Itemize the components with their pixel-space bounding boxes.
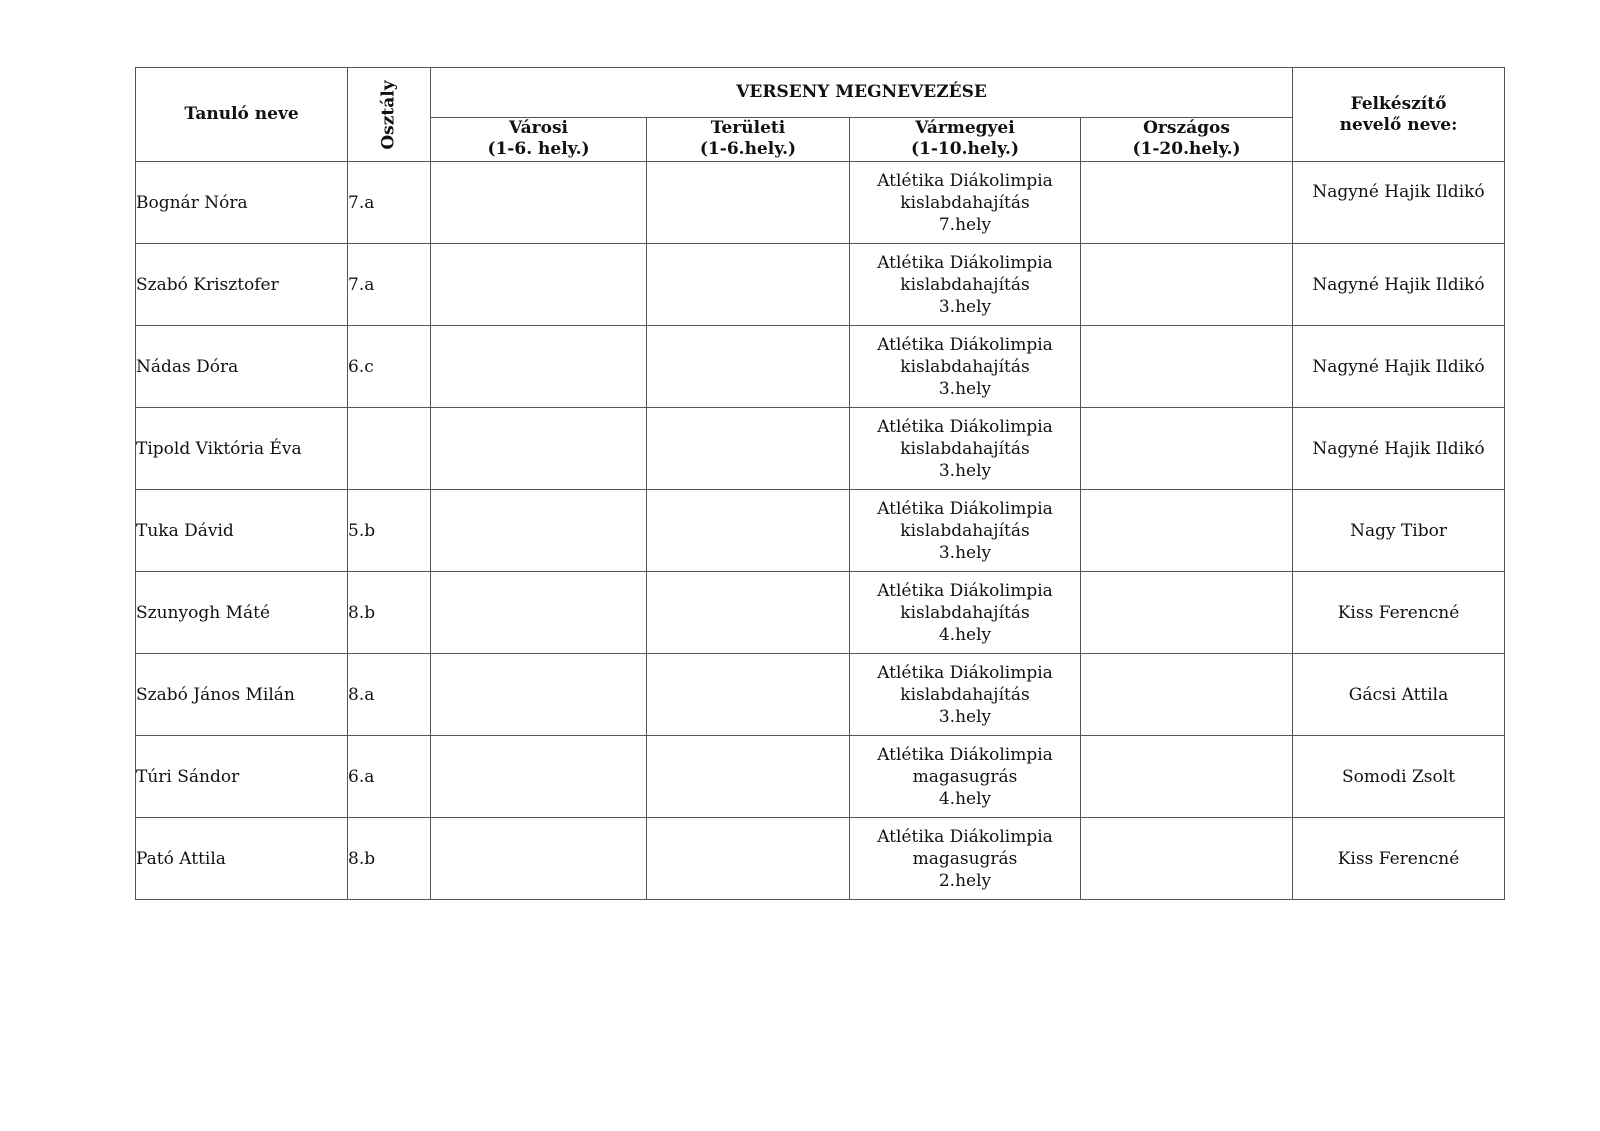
table-row (136, 408, 1505, 490)
student-class: 8.a (348, 654, 431, 736)
header-competition: VERSENY MEGNEVEZÉSE (431, 68, 1293, 118)
competition-place: 4.hely (938, 624, 992, 645)
national-result (1081, 326, 1293, 408)
table-row (136, 654, 1505, 736)
regional-result (647, 244, 850, 326)
teacher-name: Kiss Ferencné (1293, 572, 1505, 654)
header-level-name: Országos (1143, 118, 1230, 138)
competition-event: kislabdahajítás (900, 192, 1030, 213)
city-result (431, 490, 647, 572)
competition-event: kislabdahajítás (900, 520, 1030, 541)
header-level-name: Városi (509, 118, 568, 138)
header-level-national (1081, 118, 1293, 162)
student-class: 6.a (348, 736, 431, 818)
student-class: 8.b (348, 818, 431, 900)
header-level-range: (1-10.hely.) (910, 139, 1020, 159)
competition-name: Atlétika Diákolimpia (877, 170, 1053, 191)
student-class: 8.b (348, 572, 431, 654)
city-result (431, 162, 647, 244)
city-result (431, 244, 647, 326)
header-level-range: (1-6. hely.) (487, 139, 590, 159)
teacher-name: Nagy Tibor (1293, 490, 1505, 572)
header-level-regional (647, 118, 850, 162)
student-name: Szabó Krisztofer (136, 244, 348, 326)
county-result (850, 326, 1081, 408)
county-result (850, 490, 1081, 572)
regional-result (647, 490, 850, 572)
table-row (136, 736, 1505, 818)
table-row (136, 244, 1505, 326)
city-result (431, 326, 647, 408)
header-level-city (431, 118, 647, 162)
city-result (431, 736, 647, 818)
student-name: Túri Sándor (136, 736, 348, 818)
competition-place: 3.hely (938, 378, 992, 399)
competition-event: kislabdahajítás (900, 274, 1030, 295)
city-result (431, 408, 647, 490)
competition-place: 3.hely (938, 542, 992, 563)
competition-name: Atlétika Diákolimpia (877, 252, 1053, 273)
county-result (850, 654, 1081, 736)
student-class: 5.b (348, 490, 431, 572)
competition-place: 4.hely (938, 788, 992, 809)
national-result (1081, 408, 1293, 490)
national-result (1081, 572, 1293, 654)
competition-place: 3.hely (938, 296, 992, 317)
student-name: Bognár Nóra (136, 162, 348, 244)
results-table (135, 67, 1505, 900)
teacher-name: Nagyné Hajik Ildikó (1293, 162, 1505, 244)
competition-name: Atlétika Diákolimpia (877, 826, 1053, 847)
header-level-county (850, 118, 1081, 162)
table-row (136, 818, 1505, 900)
header-level-range: (1-6.hely.) (699, 139, 797, 159)
student-class: 7.a (348, 162, 431, 244)
teacher-name: Somodi Zsolt (1293, 736, 1505, 818)
student-class: 7.a (348, 244, 431, 326)
competition-place: 3.hely (938, 706, 992, 727)
student-name: Pató Attila (136, 818, 348, 900)
county-result (850, 736, 1081, 818)
header-level-name: Vármegyei (915, 118, 1015, 138)
table-row (136, 490, 1505, 572)
student-name: Szunyogh Máté (136, 572, 348, 654)
national-result (1081, 490, 1293, 572)
header-level-range: (1-20.hely.) (1132, 139, 1241, 159)
competition-name: Atlétika Diákolimpia (877, 334, 1053, 355)
regional-result (647, 654, 850, 736)
table-row (136, 572, 1505, 654)
competition-event: kislabdahajítás (900, 602, 1030, 623)
header-teacher (1293, 68, 1505, 162)
competition-place: 3.hely (938, 460, 992, 481)
teacher-name: Kiss Ferencné (1293, 818, 1505, 900)
competition-name: Atlétika Diákolimpia (877, 580, 1053, 601)
student-name: Tuka Dávid (136, 490, 348, 572)
competition-event: magasugrás (912, 766, 1018, 787)
teacher-name: Nagyné Hajik Ildikó (1293, 408, 1505, 490)
national-result (1081, 244, 1293, 326)
table-header (136, 68, 1505, 162)
student-name: Tipold Viktória Éva (136, 408, 348, 490)
table-body (136, 162, 1505, 900)
competition-event: magasugrás (912, 848, 1018, 869)
teacher-name: Nagyné Hajik Ildikó (1293, 326, 1505, 408)
competition-name: Atlétika Diákolimpia (877, 498, 1053, 519)
table-row (136, 162, 1505, 244)
teacher-name: Gácsi Attila (1293, 654, 1505, 736)
regional-result (647, 326, 850, 408)
regional-result (647, 736, 850, 818)
county-result (850, 408, 1081, 490)
competition-event: kislabdahajítás (900, 356, 1030, 377)
competition-name: Atlétika Diákolimpia (877, 744, 1053, 765)
competition-place: 7.hely (938, 214, 992, 235)
county-result (850, 572, 1081, 654)
student-name: Nádas Dóra (136, 326, 348, 408)
national-result (1081, 162, 1293, 244)
national-result (1081, 654, 1293, 736)
county-result (850, 244, 1081, 326)
header-class-label: Osztály (378, 79, 399, 150)
county-result (850, 162, 1081, 244)
header-class (348, 68, 431, 162)
header-student-name: Tanuló neve (136, 68, 348, 162)
city-result (431, 818, 647, 900)
student-name: Szabó János Milán (136, 654, 348, 736)
regional-result (647, 408, 850, 490)
student-class: 6.c (348, 326, 431, 408)
competition-name: Atlétika Diákolimpia (877, 662, 1053, 683)
header-level-name: Területi (710, 118, 786, 138)
regional-result (647, 818, 850, 900)
teacher-name: Nagyné Hajik Ildikó (1293, 244, 1505, 326)
city-result (431, 654, 647, 736)
header-teacher-line2: nevelő neve: (1339, 114, 1458, 135)
competition-name: Atlétika Diákolimpia (877, 416, 1053, 437)
national-result (1081, 736, 1293, 818)
student-class (348, 408, 431, 490)
regional-result (647, 162, 850, 244)
table-row (136, 326, 1505, 408)
county-result (850, 818, 1081, 900)
regional-result (647, 572, 850, 654)
header-teacher-line1: Felkészítő (1350, 93, 1447, 114)
city-result (431, 572, 647, 654)
national-result (1081, 818, 1293, 900)
competition-event: kislabdahajítás (900, 438, 1030, 459)
competition-place: 2.hely (938, 870, 992, 891)
competition-event: kislabdahajítás (900, 684, 1030, 705)
